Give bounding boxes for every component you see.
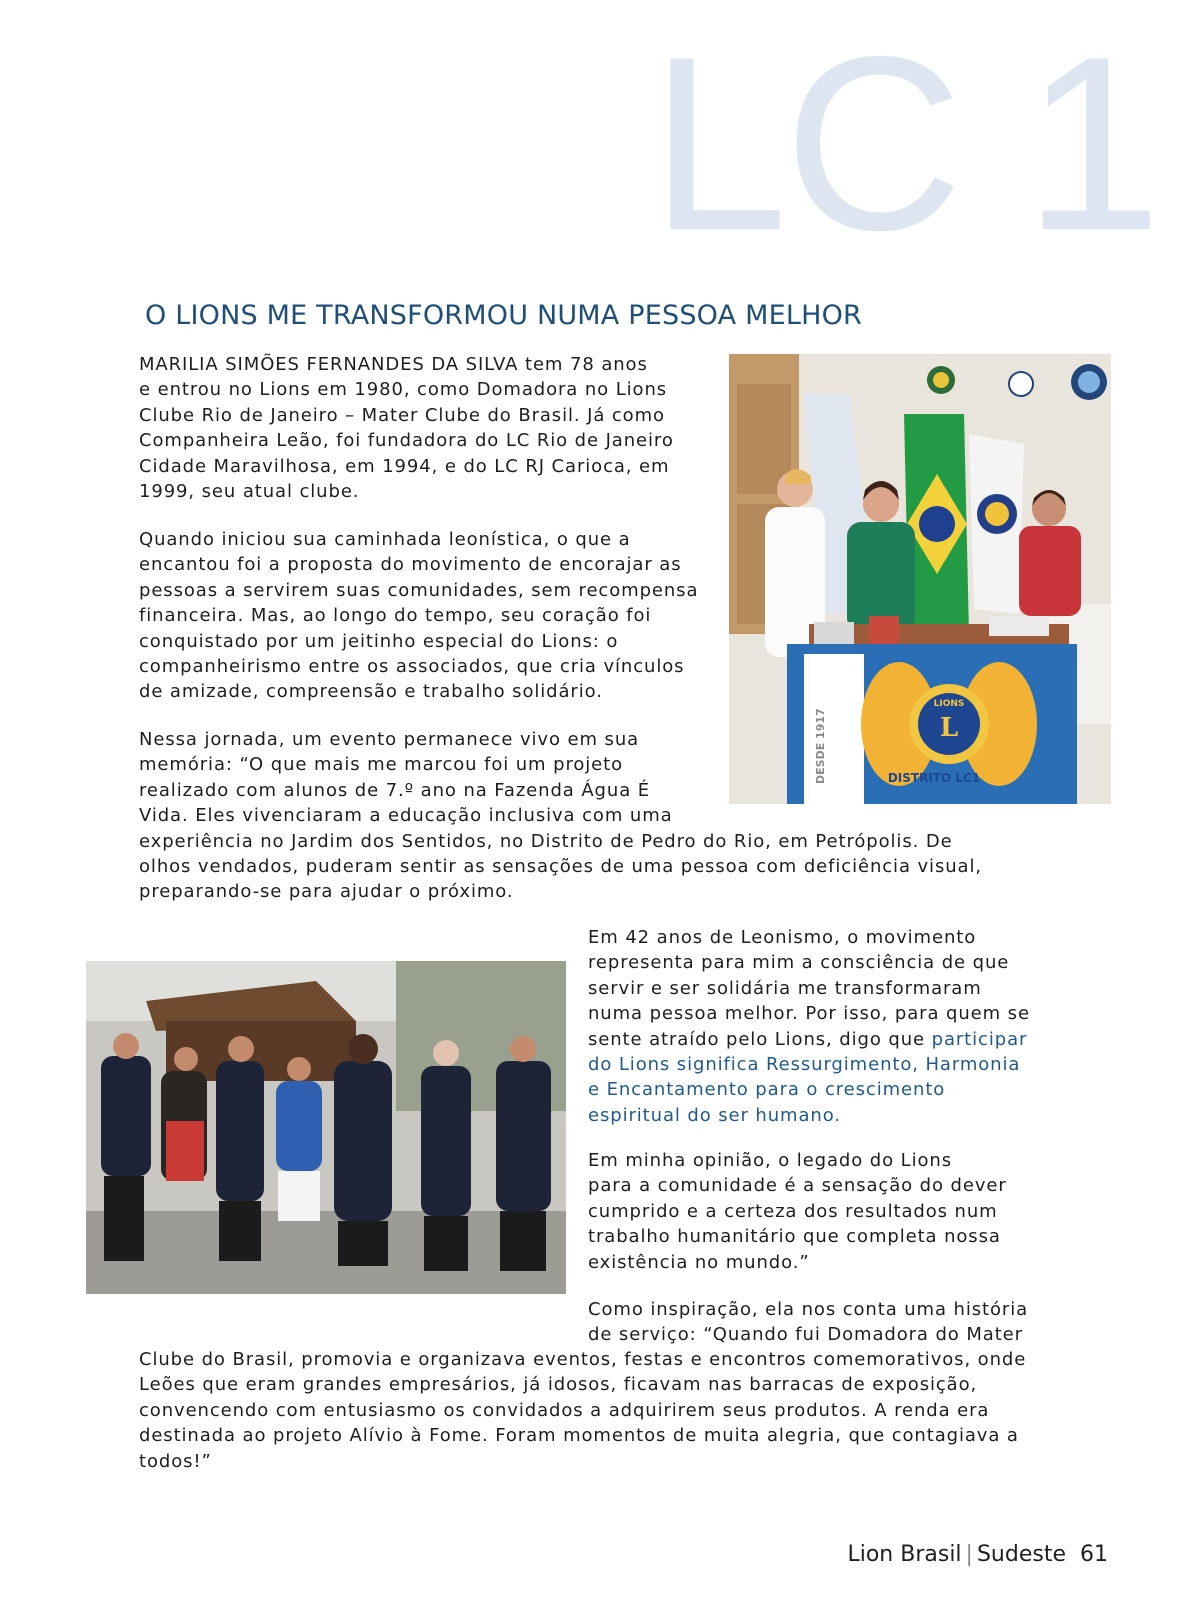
text-line: Vida. Eles vivenciaram a educação inclusiva com uma — [139, 805, 673, 827]
banner-district-text: DISTRITO LC1 — [887, 771, 981, 785]
footer-publication: Lion Brasil — [847, 1542, 962, 1567]
photo-group — [86, 961, 566, 1294]
text-line: Clube do Brasil, promovia e organizava eventos, festas e encontros comemorativos, onde — [139, 1349, 1027, 1370]
text-line: cumprido e a certeza dos resultados num — [588, 1200, 998, 1222]
text-line: Companheira Leão, foi fundadora do LC Rio de Janeiro — [139, 430, 674, 452]
banner-since-text: DESDE 1917 — [814, 708, 827, 784]
photo-group-illustration — [86, 961, 566, 1294]
paragraph-inspiration-top — [588, 1297, 1028, 1348]
text-line: encantou foi a proposta do movimento de encorajar as — [139, 554, 682, 576]
text-line: preparando-se para ajudar o próximo. — [139, 881, 514, 903]
text-line: e entrou no Lions em 1980, como Domadora no Lions — [139, 379, 668, 401]
text-line: Em 42 anos de Leonismo, o movimento — [588, 927, 977, 948]
page-number: 61 — [1080, 1542, 1108, 1567]
svg-text:L: L — [939, 713, 959, 743]
banner-logo-text: LIONS — [933, 699, 965, 709]
paragraph-intro — [139, 352, 674, 504]
highlight-line: e Encantamento para o crescimento — [588, 1079, 946, 1101]
highlight-fragment: participar — [931, 1028, 1028, 1050]
text-line: todos!” — [139, 1450, 212, 1472]
text-line: de serviço: “Quando fui Domadora do Mater — [588, 1324, 1023, 1346]
highlight-line: espiritual do ser humano. — [588, 1104, 841, 1126]
text-line: Cidade Maravilhosa, em 1994, e do LC RJ Carioca, em — [139, 455, 670, 477]
photo-donation-illustration — [729, 354, 1111, 804]
text-line: realizado com alunos de 7.º ano na Fazenda Água É — [139, 779, 651, 801]
highlight-line: do Lions significa Ressurgimento, Harmonia — [588, 1054, 1021, 1076]
footer-region: Sudeste — [976, 1542, 1066, 1567]
footer-separator: | — [965, 1542, 973, 1567]
text-line: olhos vendados, puderam sentir as sensações de uma pessoa com deficiência visual, — [139, 856, 982, 878]
paragraph-leonismo — [588, 925, 1030, 1128]
text-line: numa pessoa melhor. Por isso, para quem se — [588, 1003, 1030, 1025]
text-line: memória: “O que mais me marcou foi um projeto — [139, 754, 624, 776]
paragraph-journey — [139, 527, 698, 705]
text-line: representa para mim a consciência de que — [588, 952, 1010, 974]
page-footer — [847, 1542, 1108, 1567]
text-line: Em minha opinião, o legado do Lions — [588, 1150, 952, 1171]
lc1-watermark: LC 1 — [650, 4, 1158, 282]
text-line: de amizade, compreensão e trabalho solidário. — [139, 681, 603, 703]
text-line: destinada ao projeto Alívio à Fome. Foram momentos de muita alegria, que contagiava a — [139, 1425, 1019, 1447]
text-line: existência no mundo.” — [588, 1251, 810, 1273]
text-line: servir e ser solidária me transformaram — [588, 977, 982, 999]
text-line: financeira. Mas, ao longo do tempo, seu coração foi — [139, 605, 652, 627]
text-line: Clube Rio de Janeiro – Mater Clube do Brasil. Já como — [139, 404, 665, 426]
text-line: 1999, seu atual clube. — [139, 481, 360, 503]
text-line: Nessa jornada, um evento permanece vivo em sua — [139, 729, 640, 750]
text-line: convencendo com entusiasmo os convidados a adquirirem seus produtos. A renda era — [139, 1399, 990, 1421]
text-line: experiência no Jardim dos Sentidos, no Distrito de Pedro do Rio, em Petrópolis. De — [139, 830, 953, 852]
text-line: para a comunidade é a sensação do dever — [588, 1175, 1007, 1197]
text-line: Quando iniciou sua caminhada leonística, o que a — [139, 529, 631, 550]
text-fragment: sente atraído pelo Lions, digo que — [588, 1028, 932, 1050]
text-line: Como inspiração, ela nos conta uma história — [588, 1299, 1029, 1320]
paragraph-inspiration-bottom — [139, 1347, 1026, 1474]
text-line: companheirismo entre os associados, que cria vínculos — [139, 656, 685, 678]
paragraph-legacy — [588, 1148, 1007, 1275]
article-headline: O LIONS ME TRANSFORMOU NUMA PESSOA MELHOR — [145, 300, 863, 331]
photo-donation — [729, 354, 1111, 804]
text-line — [588, 1027, 1030, 1052]
text-line: MARILIA SIMÕES FERNANDES DA SILVA tem 78 anos — [139, 354, 648, 375]
text-line: Leões que eram grandes empresários, já idosos, ficavam nas barracas de exposição, — [139, 1374, 978, 1396]
text-line: pessoas a servirem suas comunidades, sem recompensa — [139, 579, 699, 601]
text-line: trabalho humanitário que completa nossa — [588, 1226, 1001, 1248]
text-line: conquistado por um jeitinho especial do Lions: o — [139, 630, 619, 652]
